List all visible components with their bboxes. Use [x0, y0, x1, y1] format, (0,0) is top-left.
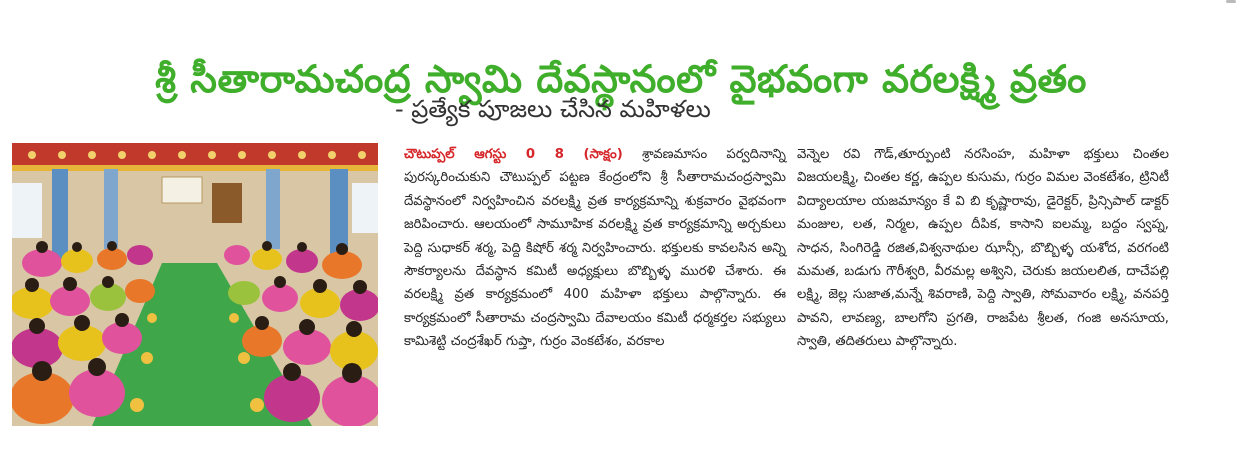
- article-column-1: [404, 143, 786, 354]
- article-dateline: చౌటుప్పల్ ఆగస్టు 0 8 (సాక్షం): [404, 147, 623, 162]
- article-subheadline: - ప్రత్యేక పూజలు చేసిన మహిళలు: [395, 95, 711, 123]
- article-photo: [12, 143, 378, 426]
- article-body-part-2: వెన్నెల రవి గౌడ్,తూర్పుంటి నరసింహ, మహిళా భక్తులు చింతల విజయలక్ష్మి, చింతల కర్ణ, ఉప్పల కుసుమ, గుర్రం విమల వెంకటేశం, ట్రినిటీ విద్యాలయాల యజమాన్యం కే వి బి కృష్ణారావు, డైరెక్టర్, ప్రిన్సిపాల్ డాక్టర్ మంజుల, లత, నిర్మల, ఉప్పల దీపిక, కాసాని ఐలమ్మ, బద్దం స్వప్న, సాధన, సింగిరెడ్డి రజిత,విశ్వనాథుల ఝాన్సీ, బొబ్బిళ్ళ యశోద, వరగంటి మమత, బడుగు గౌరీశ్వరి, వీరమల్ల అశ్విని, చెరుకు జయలలిత, దాచేపల్లి లక్ష్మి, జెల్ల సుజాత,మన్నే శివరాణి, పెద్ది స్వాతి, సోమవారం లక్ష్మి, వనపర్తి పావని, లావణ్య, బాలగోని ప్రగతి, రాజపేట శ్రీలత, గంజి అనసూయ, స్వాతి, తదితరులు పాల్గొన్నారు.: [797, 147, 1169, 350]
- temple-ceremony-photo-icon: [12, 143, 378, 426]
- page-edge-mark: [1226, 0, 1236, 3]
- article-column-2: [797, 143, 1169, 354]
- article-body-part-1: శ్రావణమాసం పర్వదినాన్ని పురస్కరించుకుని చౌటుప్పల్ పట్టణ కేంద్రంలోని శ్రీ సీతారామచంద్రస్వామి దేవస్థానంలో నిర్వహించిన వరలక్ష్మి వ్రత కార్యక్రమాన్ని శుక్రవారం వైభవంగా జరిపించారు. ఆలయంలో సామూహిక వరలక్ష్మి వ్రత కార్యక్రమాన్ని అర్చకులు పెద్ది సుధాకర్ శర్మ, పెద్ది కిషోర్ శర్మ నిర్వహించారు. భక్తులకు కావలసిన అన్ని సౌకర్యాలను దేవస్థాన కమిటీ అధ్యక్షులు బొబ్బిళ్ళ మురళి చేశారు. ఈ వరలక్ష్మి వ్రత కార్యక్రమంలో 400 మహిళా భక్తులు పాల్గొన్నారు. ఈ కార్యక్రమంలో సీతారామ చంద్రస్వామి దేవాలయం కమిటీ ధర్మకర్తల సభ్యులు కామిశెట్టి చంద్రశేఖర్ గుప్తా, గుర్రం వెంకటేశం, వరకాల: [404, 147, 786, 350]
- article-headline: శ్రీ సీతారామచంద్ర స్వామి దేవస్థానంలో వైభవంగా వరలక్ష్మి వ్రతం: [155, 57, 1087, 102]
